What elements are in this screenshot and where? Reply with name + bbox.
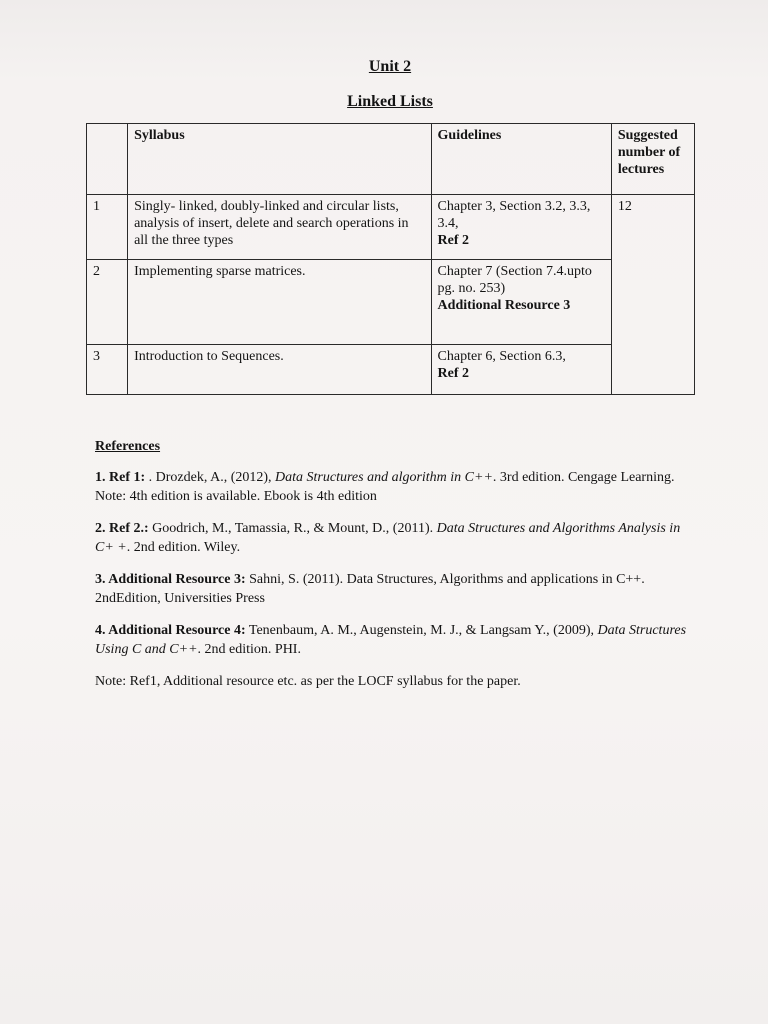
reference-label: 1. Ref 1: <box>95 470 146 485</box>
reference-item <box>95 570 695 608</box>
row-number: 1 <box>87 195 128 260</box>
table-row <box>87 195 695 260</box>
unit-title: Unit 2 <box>368 58 412 75</box>
references-section <box>95 437 695 704</box>
reference-label: 3. Additional Resource 3: <box>95 572 246 587</box>
reference-label: 2. Ref 2.: <box>95 521 149 536</box>
row-syllabus: Introduction to Sequences. <box>128 345 431 395</box>
row-syllabus: Implementing sparse matrices. <box>128 260 431 345</box>
reference-label: 4. Additional Resource 4: <box>95 623 246 638</box>
reference-item <box>95 468 695 506</box>
topic-title: Linked Lists <box>347 93 433 110</box>
syllabus-table <box>86 123 695 395</box>
reference-title: Data Structures and algorithm in C++ <box>275 470 493 485</box>
reference-item <box>95 519 695 557</box>
guidelines-text: Chapter 6, Section 6.3, <box>437 349 566 364</box>
reference-details: . 3rd edition. Cengage Learning. Note: 4th edition is available. Ebook is 4th edition <box>95 470 675 504</box>
header-lectures: Suggested number of lectures <box>611 124 694 195</box>
header-syllabus: Syllabus <box>128 124 431 195</box>
guidelines-ref: Additional Resource 3 <box>437 298 571 313</box>
guidelines-ref: Ref 2 <box>437 366 470 381</box>
reference-title: Data Structures and Algorithms Analysis in C+ + <box>95 521 681 555</box>
reference-details: . 2nd edition. PHI. <box>197 642 301 657</box>
table-row <box>87 345 695 395</box>
reference-authors: . Drozdek, A., (2012), <box>145 470 276 485</box>
guidelines-text: Chapter 3, Section 3.2, 3.3, 3.4, <box>437 199 591 231</box>
guidelines-ref: Ref 2 <box>437 233 470 248</box>
row-guidelines <box>431 260 611 345</box>
table-header-row <box>87 124 695 195</box>
row-syllabus: Singly- linked, doubly-linked and circular lists, analysis of insert, delete and search operations in all the three types <box>128 195 431 260</box>
reference-authors: Tenenbaum, A. M., Augenstein, M. J., & Langsam Y., (2009), <box>245 623 598 638</box>
row-guidelines <box>431 195 611 260</box>
reference-details: . 2nd edition. Wiley. <box>126 540 241 555</box>
row-number: 2 <box>87 260 128 345</box>
reference-title: Data Structures Using C and C++ <box>95 623 687 657</box>
reference-item <box>95 621 695 659</box>
references-heading: References <box>95 439 161 454</box>
lectures-count: 12 <box>611 195 694 395</box>
guidelines-text: Chapter 7 (Section 7.4.upto pg. no. 253) <box>437 264 592 296</box>
references-note: Note: Ref1, Additional resource etc. as per the LOCF syllabus for the paper. <box>95 674 521 689</box>
header-guidelines: Guidelines <box>431 124 611 195</box>
row-number: 3 <box>87 345 128 395</box>
row-guidelines <box>431 345 611 395</box>
table-row <box>87 260 695 345</box>
reference-authors: Sahni, S. (2011). Data Structures, Algorithms and applications in C++. 2ndEdition, Universities Press <box>95 572 645 606</box>
reference-authors: Goodrich, M., Tamassia, R., & Mount, D., (2011). <box>148 521 437 536</box>
header-serial-number <box>87 124 128 195</box>
